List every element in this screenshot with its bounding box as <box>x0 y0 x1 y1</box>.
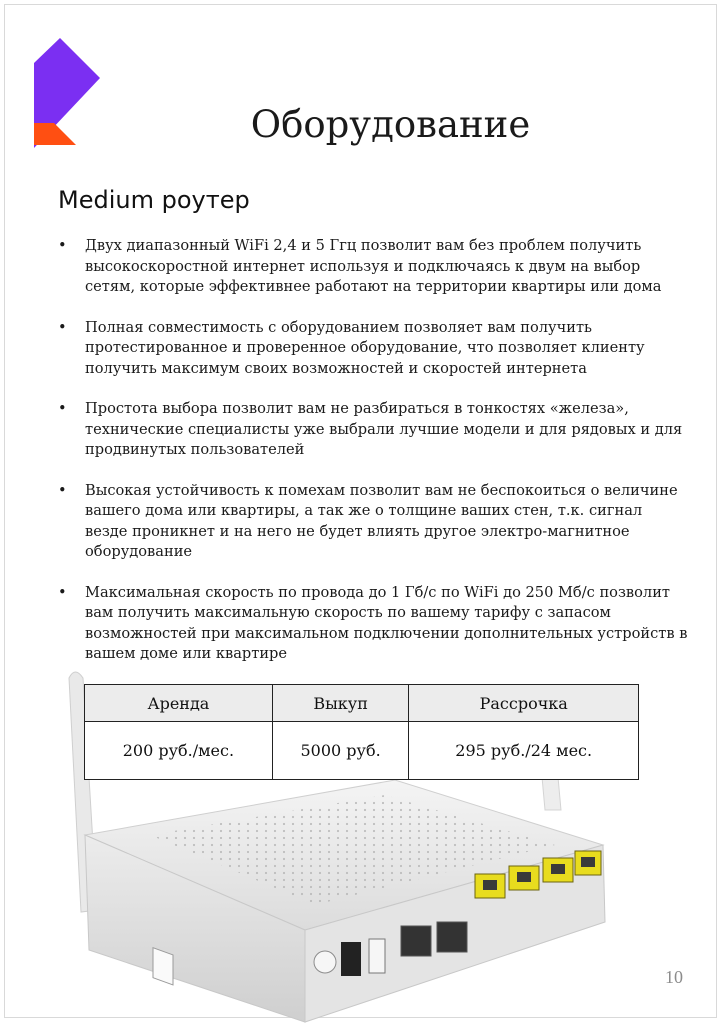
page-number: 10 <box>665 967 683 987</box>
column-header-installment: Рассрочка <box>409 685 639 722</box>
list-item <box>58 399 688 461</box>
list-item <box>58 583 688 665</box>
list-item <box>58 481 688 563</box>
installment-price: 295 руб./24 мес. <box>409 722 639 780</box>
bullet-text: Высокая устойчивость к помехам позволит вам не беспокоиться о величине вашего дома или квартиры, а так же о толщине ваших стен, т.к. сигнал везде проникнет и на него не будет влиять другое электро-магнитное оборудование <box>85 481 678 560</box>
bullet-marker: • <box>58 318 67 336</box>
bullet-text: Максимальная скорость по провода до 1 Гб/с по WiFi до 250 Мб/с позволит вам получить максимальную скорость по вашему тарифу с запасом возможностей при максимальном подключении дополнительных устройств в вашем доме или квартире <box>85 583 688 662</box>
bullet-marker: • <box>58 481 67 499</box>
list-item <box>58 318 688 380</box>
bullet-marker: • <box>58 583 67 601</box>
table-header-row <box>85 685 639 722</box>
feature-list <box>58 236 688 685</box>
page-title: Оборудование <box>250 103 531 146</box>
list-item <box>58 236 688 298</box>
column-header-buyout: Выкуп <box>272 685 409 722</box>
bullet-text: Полная совместимость с оборудованием позволяет вам получить протестированное и проверенное оборудование, что позволяет клиенту получить максимум своих возможностей и скоростей интернета <box>85 318 645 377</box>
rent-price: 200 руб./мес. <box>85 722 273 780</box>
bullet-text: Простота выбора позволит вам не разбираться в тонкостях «железа», технические специалисты уже выбрали лучшие модели и для рядовых и для продвинутых пользователей <box>85 400 683 458</box>
price-table <box>84 684 639 780</box>
bullet-marker: • <box>58 237 67 254</box>
column-header-rent: Аренда <box>85 685 273 722</box>
bullet-text: Двух диапазонный WiFi 2,4 и 5 Ггц позволит вам без проблем получить высокоскоростной интернет используя и подключаясь к двум на выбор сетям, которые эффективнее работают на территории квартиры или дома <box>85 237 662 295</box>
bullet-marker: • <box>58 400 67 417</box>
buyout-price: 5000 руб. <box>272 722 409 780</box>
table-row <box>85 722 639 780</box>
section-subtitle: Medium роутер <box>58 186 250 214</box>
